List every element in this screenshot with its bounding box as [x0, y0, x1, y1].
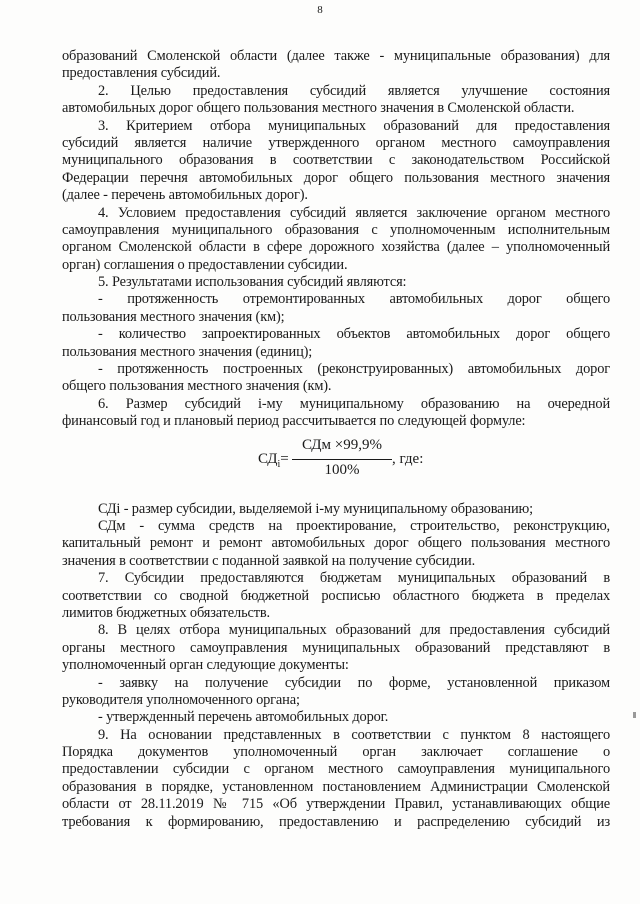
- subsidy-formula: [62, 437, 610, 497]
- text-line: 3. Критерием отбора муниципальных образований для предоставления: [98, 117, 610, 134]
- text-line: образования в порядке, установленном постановлением Администрации Смоленской: [62, 778, 610, 795]
- formula-equals: =: [280, 450, 289, 467]
- margin-mark: [633, 712, 636, 718]
- page-number: 8: [317, 4, 323, 16]
- text-line: - протяженность отремонтированных автомобильных дорог общего: [98, 291, 610, 308]
- text-line: пользования местного значения (единиц);: [62, 343, 313, 360]
- text-line: 7. Субсидии предоставляются бюджетам муниципальных образований в: [98, 570, 610, 587]
- text-line: лимитов бюджетных обязательств.: [62, 604, 270, 621]
- text-line: органы местного самоуправления муниципальных образований представляют в: [62, 639, 610, 656]
- text-line: предоставлении субсидии с органом местного самоуправления муниципального: [62, 761, 610, 778]
- text-line: - утвержденный перечень автомобильных дорог.: [98, 709, 389, 726]
- formula-fraction: [292, 437, 392, 479]
- formula-lhs-symbol: СД: [258, 450, 278, 467]
- text-block-after-formula: [62, 501, 610, 831]
- text-line: (далее - перечень автомобильных дорог).: [62, 187, 308, 204]
- text-line: предоставления субсидий.: [62, 65, 221, 82]
- text-line: руководителя уполномоченного органа;: [62, 691, 300, 708]
- text-line: значения в соответствии с поданной заявкой на получение субсидии.: [62, 552, 476, 569]
- text-line: органом Смоленской области в сфере дорожного хозяйства (далее – уполномоченный: [62, 239, 610, 256]
- text-line: муниципального образования в соответствии с законодательством Российской: [62, 152, 610, 169]
- text-line: области от 28.11.2019 № 715 «Об утверждении Правил, устанавливающих общие: [62, 796, 610, 813]
- formula-lhs-subscript: i: [277, 458, 281, 470]
- text-line: 5. Результатами использования субсидий являются:: [98, 274, 407, 291]
- text-line: уполномоченный орган следующие документы:: [62, 657, 349, 674]
- text-line: Порядка документов уполномоченный орган заключает соглашение о: [62, 744, 610, 761]
- text-line: пользования местного значения (км);: [62, 308, 285, 325]
- fraction-bar: [292, 459, 392, 460]
- formula-denominator: 100%: [324, 461, 360, 478]
- text-line: финансовый год и плановый период рассчитывается по следующей формуле:: [62, 413, 526, 430]
- text-line: орган) соглашения о предоставлении субсидии.: [62, 256, 348, 273]
- formula-lhs: [258, 451, 289, 470]
- text-line: - количество запроектированных объектов автомобильных дорог общего: [98, 326, 610, 343]
- text-line: СДi - размер субсидии, выделяемой i-му муниципальному образованию;: [98, 500, 533, 517]
- text-line: 2. Целью предоставления субсидий является улучшение состояния: [98, 82, 610, 99]
- text-line: образований Смоленской области (далее также - муниципальные образования) для: [62, 48, 610, 64]
- text-line: 6. Размер субсидий i-му муниципальному образованию на очередной: [98, 395, 610, 412]
- text-line: 8. В целях отбора муниципальных образований для предоставления субсидий: [98, 622, 610, 639]
- text-line: капитальный ремонт и ремонт автомобильных дорог общего пользования местного: [62, 535, 610, 552]
- document-body: [62, 48, 610, 831]
- text-line: - протяженность построенных (реконструированных) автомобильных дорог: [98, 361, 610, 378]
- text-line: требования к формированию, предоставлению и распределению субсидий из: [62, 813, 610, 830]
- text-line: автомобильных дорог общего пользования местного значения в Смоленской области.: [62, 100, 575, 117]
- text-line: СДм - сумма средств на проектирование, строительство, реконструкцию,: [98, 517, 610, 534]
- text-line: соответствии со сводной бюджетной росписью областного бюджета в пределах: [62, 587, 610, 604]
- text-line: Федерации перечня автомобильных дорог общего пользования местного значения: [62, 169, 610, 186]
- text-line: - заявку на получение субсидии по форме, установленной приказом: [98, 674, 610, 691]
- text-line: 9. На основании представленных в соответствии с пунктом 8 настоящего: [98, 726, 610, 743]
- text-line: субсидий является наличие утвержденного органом местного самоуправления: [62, 134, 610, 151]
- text-line: 4. Условием предоставления субсидий является заключение органом местного: [98, 204, 610, 221]
- text-line: общего пользования местного значения (км).: [62, 378, 332, 395]
- formula-tail: , где:: [392, 450, 424, 467]
- text-block-before-formula: [62, 48, 610, 431]
- text-line: самоуправления муниципального образования с уполномоченным исполнительным: [62, 221, 610, 238]
- formula-numerator: СДм ×99,9%: [302, 436, 382, 453]
